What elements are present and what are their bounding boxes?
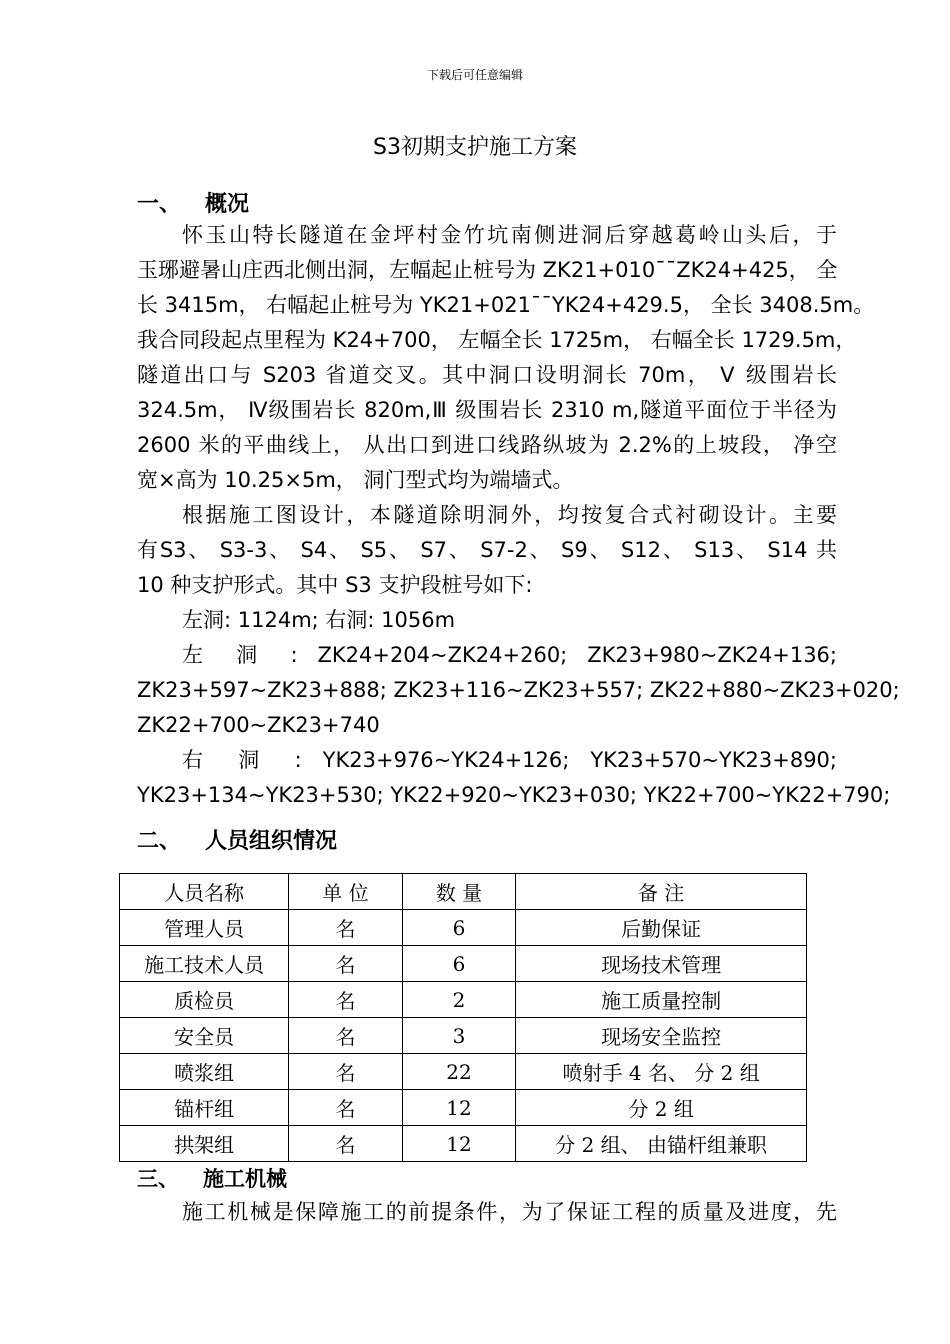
table-row [120,1090,807,1126]
header-note: 下载后可任意编辑 [426,68,523,82]
paragraph-line: 怀玉山特长隧道在金坪村金竹坑南侧进洞后穿越葛岭山头后，于 [182,223,837,247]
paragraph-line: 10 种支护形式。其中 S3 支护段桩号如下: [137,573,533,597]
table-cell: 现场技术管理 [516,946,807,982]
table-cell: 后勤保证 [516,910,807,946]
table-header-cell: 数 量 [402,874,516,910]
table-cell: 质检员 [120,982,289,1018]
paragraph-line: 我合同段起点里程为 K24+700， 左幅全长 1725m， 右幅全长 1729.5m， [137,328,857,352]
table-cell: 分 2 组、 由锚杆组兼职 [516,1126,807,1162]
table-cell: 施工质量控制 [516,982,807,1018]
table-cell: 名 [289,1090,403,1126]
section-number: 二、 [137,829,182,854]
table-cell: 12 [402,1090,516,1126]
table-row [120,946,807,982]
section-heading-3 [137,1163,287,1193]
table-cell: 分 2 组 [516,1090,807,1126]
personnel-table [119,873,807,1162]
table-header-cell: 单 位 [289,874,403,910]
chainage-line: ZK22+700~ZK23+740 [137,713,380,737]
paragraph-line: 长 3415m， 右幅起止桩号为 YK21+021¯¯YK24+429.5， 全长 3408.5m。 [137,293,875,317]
table-cell: 6 [402,910,516,946]
section-heading-2 [137,824,337,855]
paragraph-line: 玉琊避暑山庄西北侧出洞，左幅起止桩号为 ZK21+010¯¯ZK24+425， 全 [137,258,838,282]
table-cell: 喷射手 4 名、 分 2 组 [516,1054,807,1090]
paragraph-line: 根据施工图设计，本隧道除明洞外，均按复合式衬砌设计。主要 [182,503,837,527]
chainage-line: YK23+134~YK23+530; YK22+920~YK23+030; YK22+700~YK22+790; [137,783,891,807]
table-cell: 名 [289,1018,403,1054]
section-heading-1 [137,187,249,218]
table-cell: 锚杆组 [120,1090,289,1126]
table-cell: 12 [402,1126,516,1162]
paragraph-line: 324.5m， Ⅳ级围岩长 820m,Ⅲ 级围岩长 2310 m,隧道平面位于半径为 [137,398,837,422]
paragraph-line: 2600 米的平曲线上， 从出口到进口线路纵坡为 2.2%的上坡段， 净空 [137,433,837,457]
section-number: 一、 [137,192,182,217]
section-number: 三、 [137,1167,179,1191]
table-row [120,910,807,946]
table-row [120,1126,807,1162]
table-header-cell: 人员名称 [120,874,289,910]
table-cell: 名 [289,1126,403,1162]
table-cell: 名 [289,982,403,1018]
table-row [120,1018,807,1054]
table-cell: 喷浆组 [120,1054,289,1090]
section-title: 人员组织情况 [205,829,338,854]
table-cell: 22 [402,1054,516,1090]
table-header-cell: 备 注 [516,874,807,910]
chainage-line: 左 洞 : ZK24+204~ZK24+260; ZK23+980~ZK24+136; [182,643,837,667]
table-header-row [120,874,807,910]
table-row [120,1054,807,1090]
section-title: 概况 [205,192,250,217]
table-cell: 管理人员 [120,910,289,946]
paragraph-line: 施工机械是保障施工的前提条件，为了保证工程的质量及进度，先 [182,1200,837,1224]
table-cell: 6 [402,946,516,982]
paragraph-line: 左洞: 1124m; 右洞: 1056m [182,608,456,632]
table-row [120,982,807,1018]
chainage-line: ZK23+597~ZK23+888; ZK23+116~ZK23+557; ZK22+880~ZK23+020; [137,678,900,702]
table-cell: 安全员 [120,1018,289,1054]
table-cell: 现场安全监控 [516,1018,807,1054]
table-cell: 3 [402,1018,516,1054]
table-cell: 名 [289,910,403,946]
table-cell: 施工技术人员 [120,946,289,982]
section-title: 施工机械 [203,1167,287,1191]
document-title: S3初期支护施工方案 [373,135,577,160]
table-cell: 拱架组 [120,1126,289,1162]
paragraph-line: 宽×高为 10.25×5m， 洞门型式均为端墙式。 [137,468,574,492]
paragraph-line: 有S3、 S3-3、 S4、 S5、 S7、 S7-2、 S9、 S12、 S13、 S14 共 [137,538,837,562]
table-cell: 名 [289,946,403,982]
table-cell: 名 [289,1054,403,1090]
table-cell: 2 [402,982,516,1018]
chainage-line: 右 洞 : YK23+976~YK24+126; YK23+570~YK23+890; [182,748,837,772]
paragraph-line: 隧道出口与 S203 省道交叉。其中洞口设明洞长 70m， Ⅴ 级围岩长 [137,363,837,387]
